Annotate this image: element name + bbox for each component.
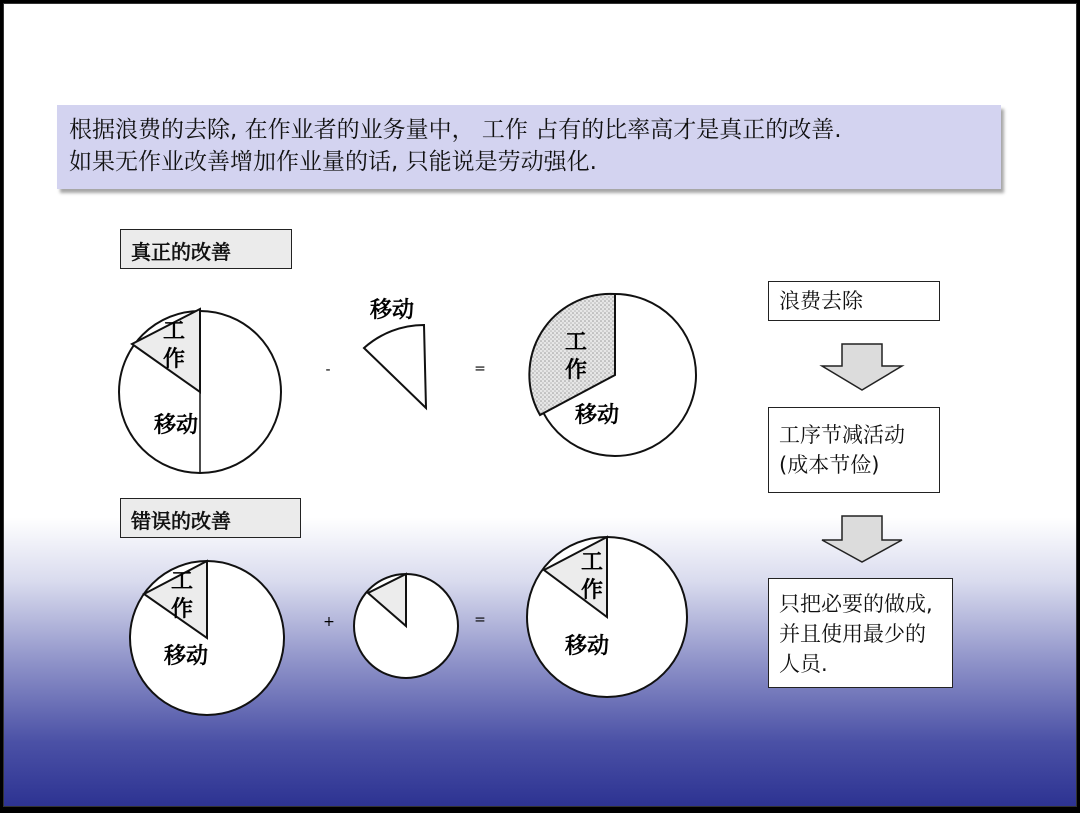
pie-correct-after bbox=[529, 294, 696, 456]
pie-wrong-after bbox=[527, 537, 687, 697]
equals-sign-row2: = bbox=[474, 612, 486, 628]
banner-line-1: 根据浪费的去除, 在作业者的业务量中， 工作 占有的比率高才是真正的改善. bbox=[69, 117, 842, 143]
flow-step-3-line-3: 人员. bbox=[779, 652, 828, 676]
flow-step-2-line-2: (成本节俭) bbox=[779, 453, 880, 477]
move-label: 移动 bbox=[153, 413, 199, 438]
plus-sign: + bbox=[323, 614, 335, 630]
work-label-char-2: 作 bbox=[580, 578, 604, 603]
label-correct-improvement: 真正的改善 bbox=[120, 229, 292, 269]
pie-added-work bbox=[354, 574, 458, 678]
work-label-char-2: 作 bbox=[564, 358, 588, 383]
work-label-char-2: 作 bbox=[162, 347, 186, 372]
work-label-char-1: 工 bbox=[564, 330, 588, 355]
work-label-char-1: 工 bbox=[162, 319, 186, 344]
label-wrong-improvement: 错误的改善 bbox=[120, 498, 301, 538]
move-wedge-label: 移动 bbox=[369, 298, 415, 323]
move-label: 移动 bbox=[163, 644, 209, 669]
work-label-char-1: 工 bbox=[580, 550, 604, 575]
banner-line-2: 如果无作业改善增加作业量的话, 只能说是劳动强化. bbox=[69, 149, 597, 175]
pie-diagram bbox=[4, 4, 1077, 807]
removed-move-wedge bbox=[364, 297, 426, 408]
down-arrow-icon bbox=[822, 516, 902, 562]
flow-step-1-text: 浪费去除 bbox=[779, 289, 863, 313]
down-arrow-icon bbox=[822, 344, 902, 390]
move-label: 移动 bbox=[574, 403, 620, 428]
slide bbox=[3, 3, 1077, 807]
minus-sign: - bbox=[325, 362, 331, 378]
flow-step-3-line-1: 只把必要的做成, bbox=[779, 592, 933, 616]
flow-step-2-line-1: 工序节减活动 bbox=[779, 423, 905, 447]
work-label-char-2: 作 bbox=[170, 597, 194, 622]
flow-step-3-line-2: 并且使用最少的 bbox=[779, 622, 926, 646]
work-label-char-1: 工 bbox=[170, 569, 194, 594]
move-wedge bbox=[364, 325, 426, 408]
pie-correct-before bbox=[119, 309, 281, 473]
pie-wrong-before bbox=[130, 561, 284, 715]
equals-sign-row1: = bbox=[474, 361, 486, 377]
move-label: 移动 bbox=[564, 634, 610, 659]
